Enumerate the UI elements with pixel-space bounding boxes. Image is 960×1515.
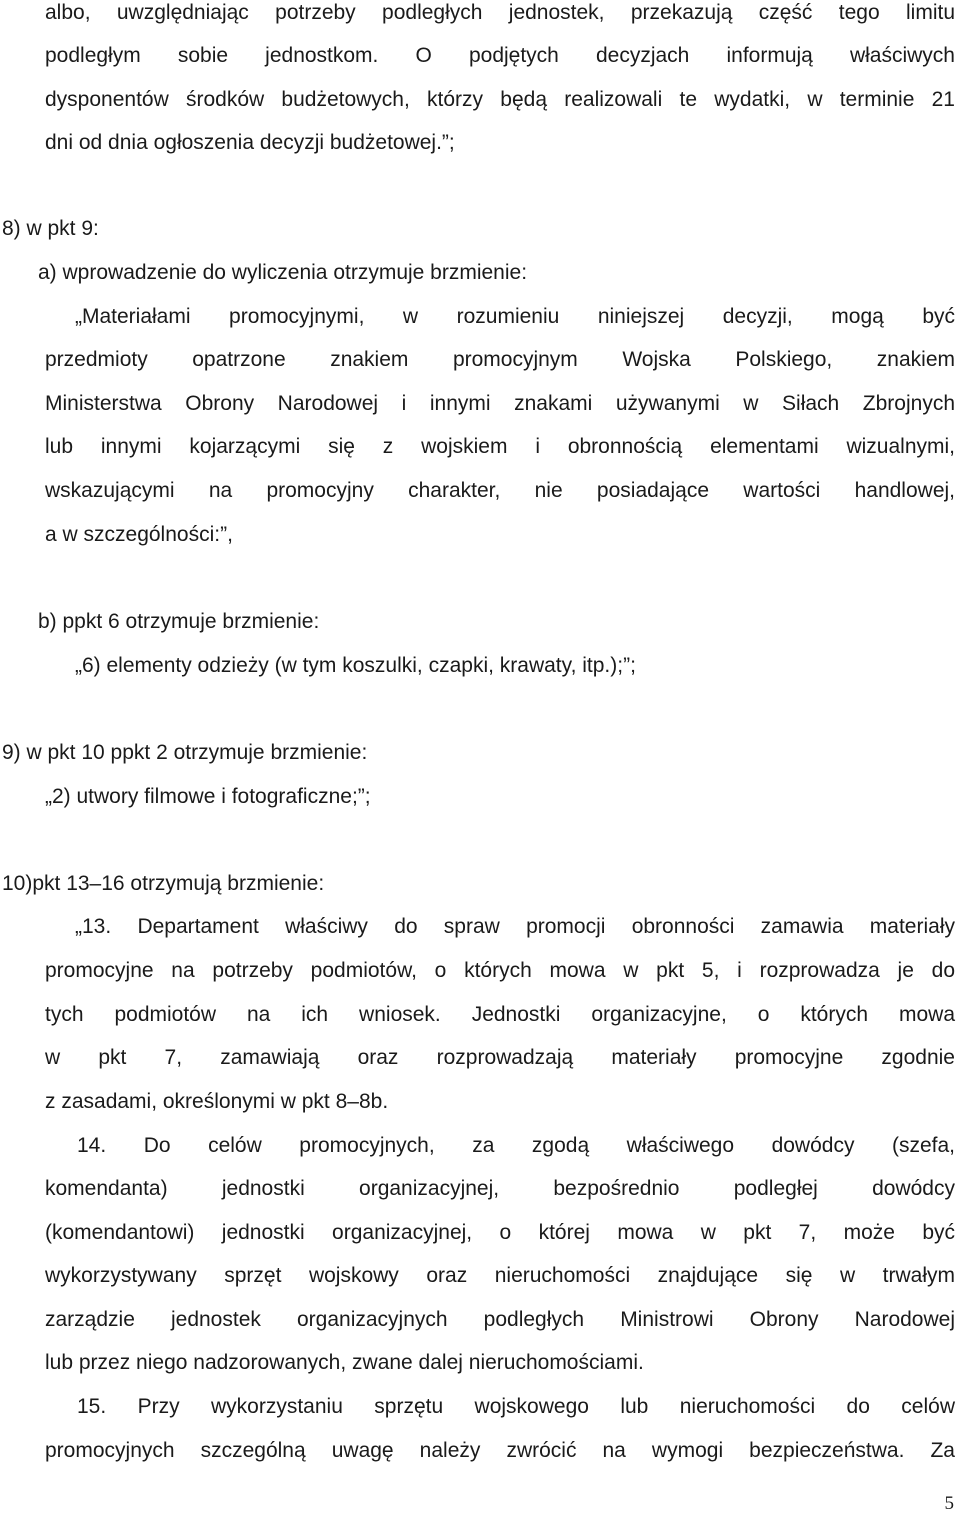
subitem-b-text: „6) elementy odzieży (w tym koszulki, czapki, krawaty, itp.);”;: [75, 654, 636, 677]
text-line: Ministerstwa Obrony Narodowej i innymi znakami używanymi w Siłach Zbrojnych: [45, 392, 955, 415]
text-line: przedmioty opatrzone znakiem promocyjnym Wojska Polskiego, znakiem: [45, 348, 955, 371]
text-line: promocyjne na potrzeby podmiotów, o których mowa w pkt 5, i rozprowadza je do: [45, 959, 955, 982]
text-line: komendanta) jednostki organizacyjnej, bezpośrednio podległej dowódcy: [45, 1177, 955, 1200]
text-line: lub innymi kojarzącymi się z wojskiem i obronnością elementami wizualnymi,: [45, 435, 955, 458]
text-line: a w szczególności:”,: [45, 523, 233, 546]
subitem-a-heading: a) wprowadzenie do wyliczenia otrzymuje brzmienie:: [38, 261, 528, 284]
item-heading: 8) w pkt 9:: [2, 217, 99, 240]
text-line: zarządzie jednostek organizacyjnych podległych Ministrowi Obrony Narodowej: [45, 1308, 955, 1331]
text-line: albo, uwzględniając potrzeby podległych jednostek, przekazują część tego limitu: [45, 1, 955, 24]
text-line: dysponentów środków budżetowych, którzy będą realizowali te wydatki, w terminie 21: [45, 88, 955, 111]
text-line: wykorzystywany sprzęt wojskowy oraz nieruchomości znajdujące się w trwałym: [45, 1264, 955, 1287]
text-line: 14. Do celów promocyjnych, za zgodą właściwego dowódcy (szefa,: [77, 1134, 955, 1157]
item-heading: 9) w pkt 10 ppkt 2 otrzymuje brzmienie:: [2, 741, 368, 764]
item-text: „2) utwory filmowe i fotograficzne;”;: [45, 785, 371, 808]
text-line: „13. Departament właściwy do spraw promocji obronności zamawia materiały: [75, 915, 955, 938]
text-line: podległym sobie jednostkom. O podjętych decyzjach informują właściwych: [45, 44, 955, 67]
text-line: wskazującymi na promocyjny charakter, nie posiadające wartości handlowej,: [45, 479, 955, 502]
subitem-b-heading: b) ppkt 6 otrzymuje brzmienie:: [38, 610, 320, 633]
text-line: (komendantowi) jednostki organizacyjnej, o której mowa w pkt 7, może być: [45, 1221, 955, 1244]
text-line: 15. Przy wykorzystaniu sprzętu wojskowego lub nieruchomości do celów: [77, 1395, 955, 1418]
text-line: promocyjnych szczególną uwagę należy zwrócić na wymogi bezpieczeństwa. Za: [45, 1439, 955, 1462]
text-line: w pkt 7, zamawiają oraz rozprowadzają materiały promocyjne zgodnie: [45, 1046, 955, 1069]
text-line: „Materiałami promocyjnymi, w rozumieniu niniejszej decyzji, mogą być: [75, 305, 955, 328]
text-line: dni od dnia ogłoszenia decyzji budżetowej.”;: [45, 131, 455, 154]
text-line: z zasadami, określonymi w pkt 8–8b.: [45, 1090, 389, 1113]
text-line: tych podmiotów na ich wniosek. Jednostki organizacyjne, o których mowa: [45, 1003, 955, 1026]
text-line: lub przez niego nadzorowanych, zwane dalej nieruchomościami.: [45, 1351, 644, 1374]
page-number: 5: [944, 1493, 954, 1514]
item-heading: 10)pkt 13–16 otrzymują brzmienie:: [2, 872, 325, 895]
